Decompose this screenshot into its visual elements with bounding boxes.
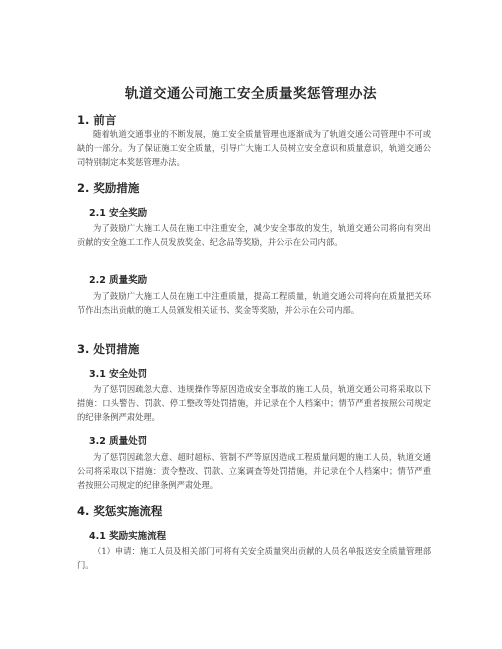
section-3-1-heading: 3.1 安全处罚 [89,369,148,380]
section-4-1-text: （1）申请：施工人员及相关部门可将有关安全质量突出贡献的人员名单报送安全质量管理部门。 [77,546,431,571]
section-2-heading: 2. 奖励措施 [77,181,140,195]
section-3-2-text: 为了惩罚因疏忽大意、超时超标、管制不严等原因造成工程质量问题的施工人员，轨道交通公司将采取以下措施：责令整改、罚款、立案调查等处罚措施，并记录在个人档案中；情节严重者按照公司规定的纪律条例严肃处理。 [77,452,431,491]
section-1-text: 随着轨道交通事业的不断发展，施工安全质量管理也逐渐成为了轨道交通公司管理中不可或缺的一部分。为了保证施工安全质量，引导广大施工人员树立安全意识和质量意识，轨道交通公司特别制定本奖惩管理办法。 [77,129,431,168]
section-4-1-heading: 4.1 奖励实施流程 [89,531,167,542]
section-4-heading: 4. 奖惩实施流程 [77,504,163,518]
section-2-1-heading: 2.1 安全奖励 [89,208,148,219]
section-2-2-heading: 2.2 质量奖励 [89,275,148,286]
section-2-1-text: 为了鼓励广大施工人员在施工中注重安全，减少安全事故的发生，轨道交通公司将向有突出贡献的安全施工工作人员发放奖金、纪念品等奖励，并公示在公司内部。 [77,223,431,248]
document-title: 轨道交通公司施工安全质量奖惩管理办法 [125,86,377,102]
section-3-heading: 3. 处罚措施 [77,342,140,356]
section-3-2-heading: 3.2 质量处罚 [89,436,148,447]
section-1-heading: 1. 前言 [77,113,117,127]
section-3-1-text: 为了惩罚因疏忽大意、违规操作等原因造成安全事故的施工人员，轨道交通公司将采取以下措施：口头警告、罚款、停工整改等处罚措施，并记录在个人档案中；情节严重者按照公司规定的纪律条例严肃处理。 [77,384,431,423]
section-2-2-text: 为了鼓励广大施工人员在施工中注重质量，提高工程质量，轨道交通公司将向在质量把关环节作出杰出贡献的施工人员颁发相关证书、奖金等奖励，并公示在公司内部。 [77,291,431,316]
